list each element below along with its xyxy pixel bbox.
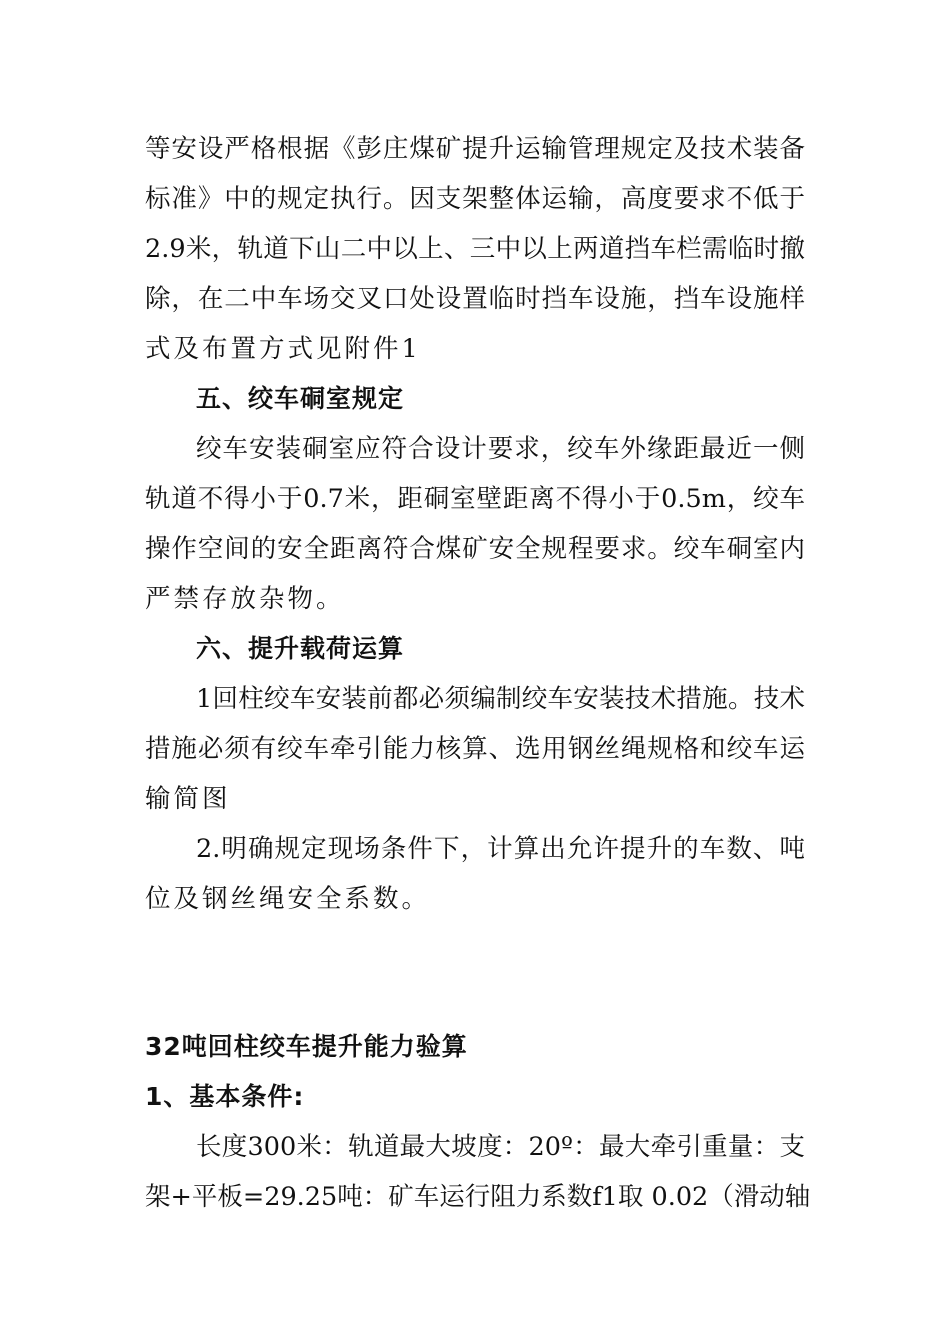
paragraph-5-line-1: 长度300米：轨道最大坡度：20º：最大牵引重量：支: [196, 1132, 805, 1162]
paragraph-2-line-2: 轨道不得小于0.7米，距硐室壁距离不得小于0.5m，绞车: [145, 484, 805, 514]
paragraph-2-line-1: 绞车安装硐室应符合设计要求，绞车外缘距最近一侧: [196, 434, 805, 464]
basic-conditions-heading: 1、基本条件:: [145, 1082, 305, 1111]
paragraph-1-line-1: 等安设严格根据《彭庄煤矿提升运输管理规定及技术装备: [145, 134, 805, 164]
paragraph-5-line-2: 架+平板=29.25吨：矿车运行阻力系数f1取 0.02（滑动轴: [145, 1182, 811, 1212]
paragraph-1-line-4: 除，在二中车场交叉口处设置临时挡车设施，挡车设施样: [145, 284, 805, 314]
paragraph-4-line-2: 位及钢丝绳安全系数。: [145, 884, 431, 914]
paragraph-1-line-5: 式及布置方式见附件1: [145, 334, 421, 364]
paragraph-1-line-3: 2.9米，轨道下山二中以上、三中以上两道挡车栏需临时撤: [145, 234, 805, 264]
paragraph-2-line-4: 严禁存放杂物。: [145, 584, 345, 614]
paragraph-1-line-2: 标准》中的规定执行。因支架整体运输，高度要求不低于: [145, 184, 805, 214]
paragraph-3-line-3: 输简图: [145, 784, 231, 814]
section-heading-5: 五、绞车硐室规定: [196, 384, 405, 413]
paragraph-4-line-1: 2.明确规定现场条件下，计算出允许提升的车数、吨: [196, 834, 805, 864]
paragraph-3-line-1: 1回柱绞车安装前都必须编制绞车安装技术措施。技术: [196, 684, 805, 714]
calculation-title: 32吨回柱绞车提升能力验算: [145, 1032, 468, 1061]
paragraph-3-line-2: 措施必须有绞车牵引能力核算、选用钢丝绳规格和绞车运: [145, 734, 805, 764]
section-heading-6: 六、提升载荷运算: [196, 634, 405, 663]
paragraph-2-line-3: 操作空间的安全距离符合煤矿安全规程要求。绞车硐室内: [145, 534, 805, 564]
